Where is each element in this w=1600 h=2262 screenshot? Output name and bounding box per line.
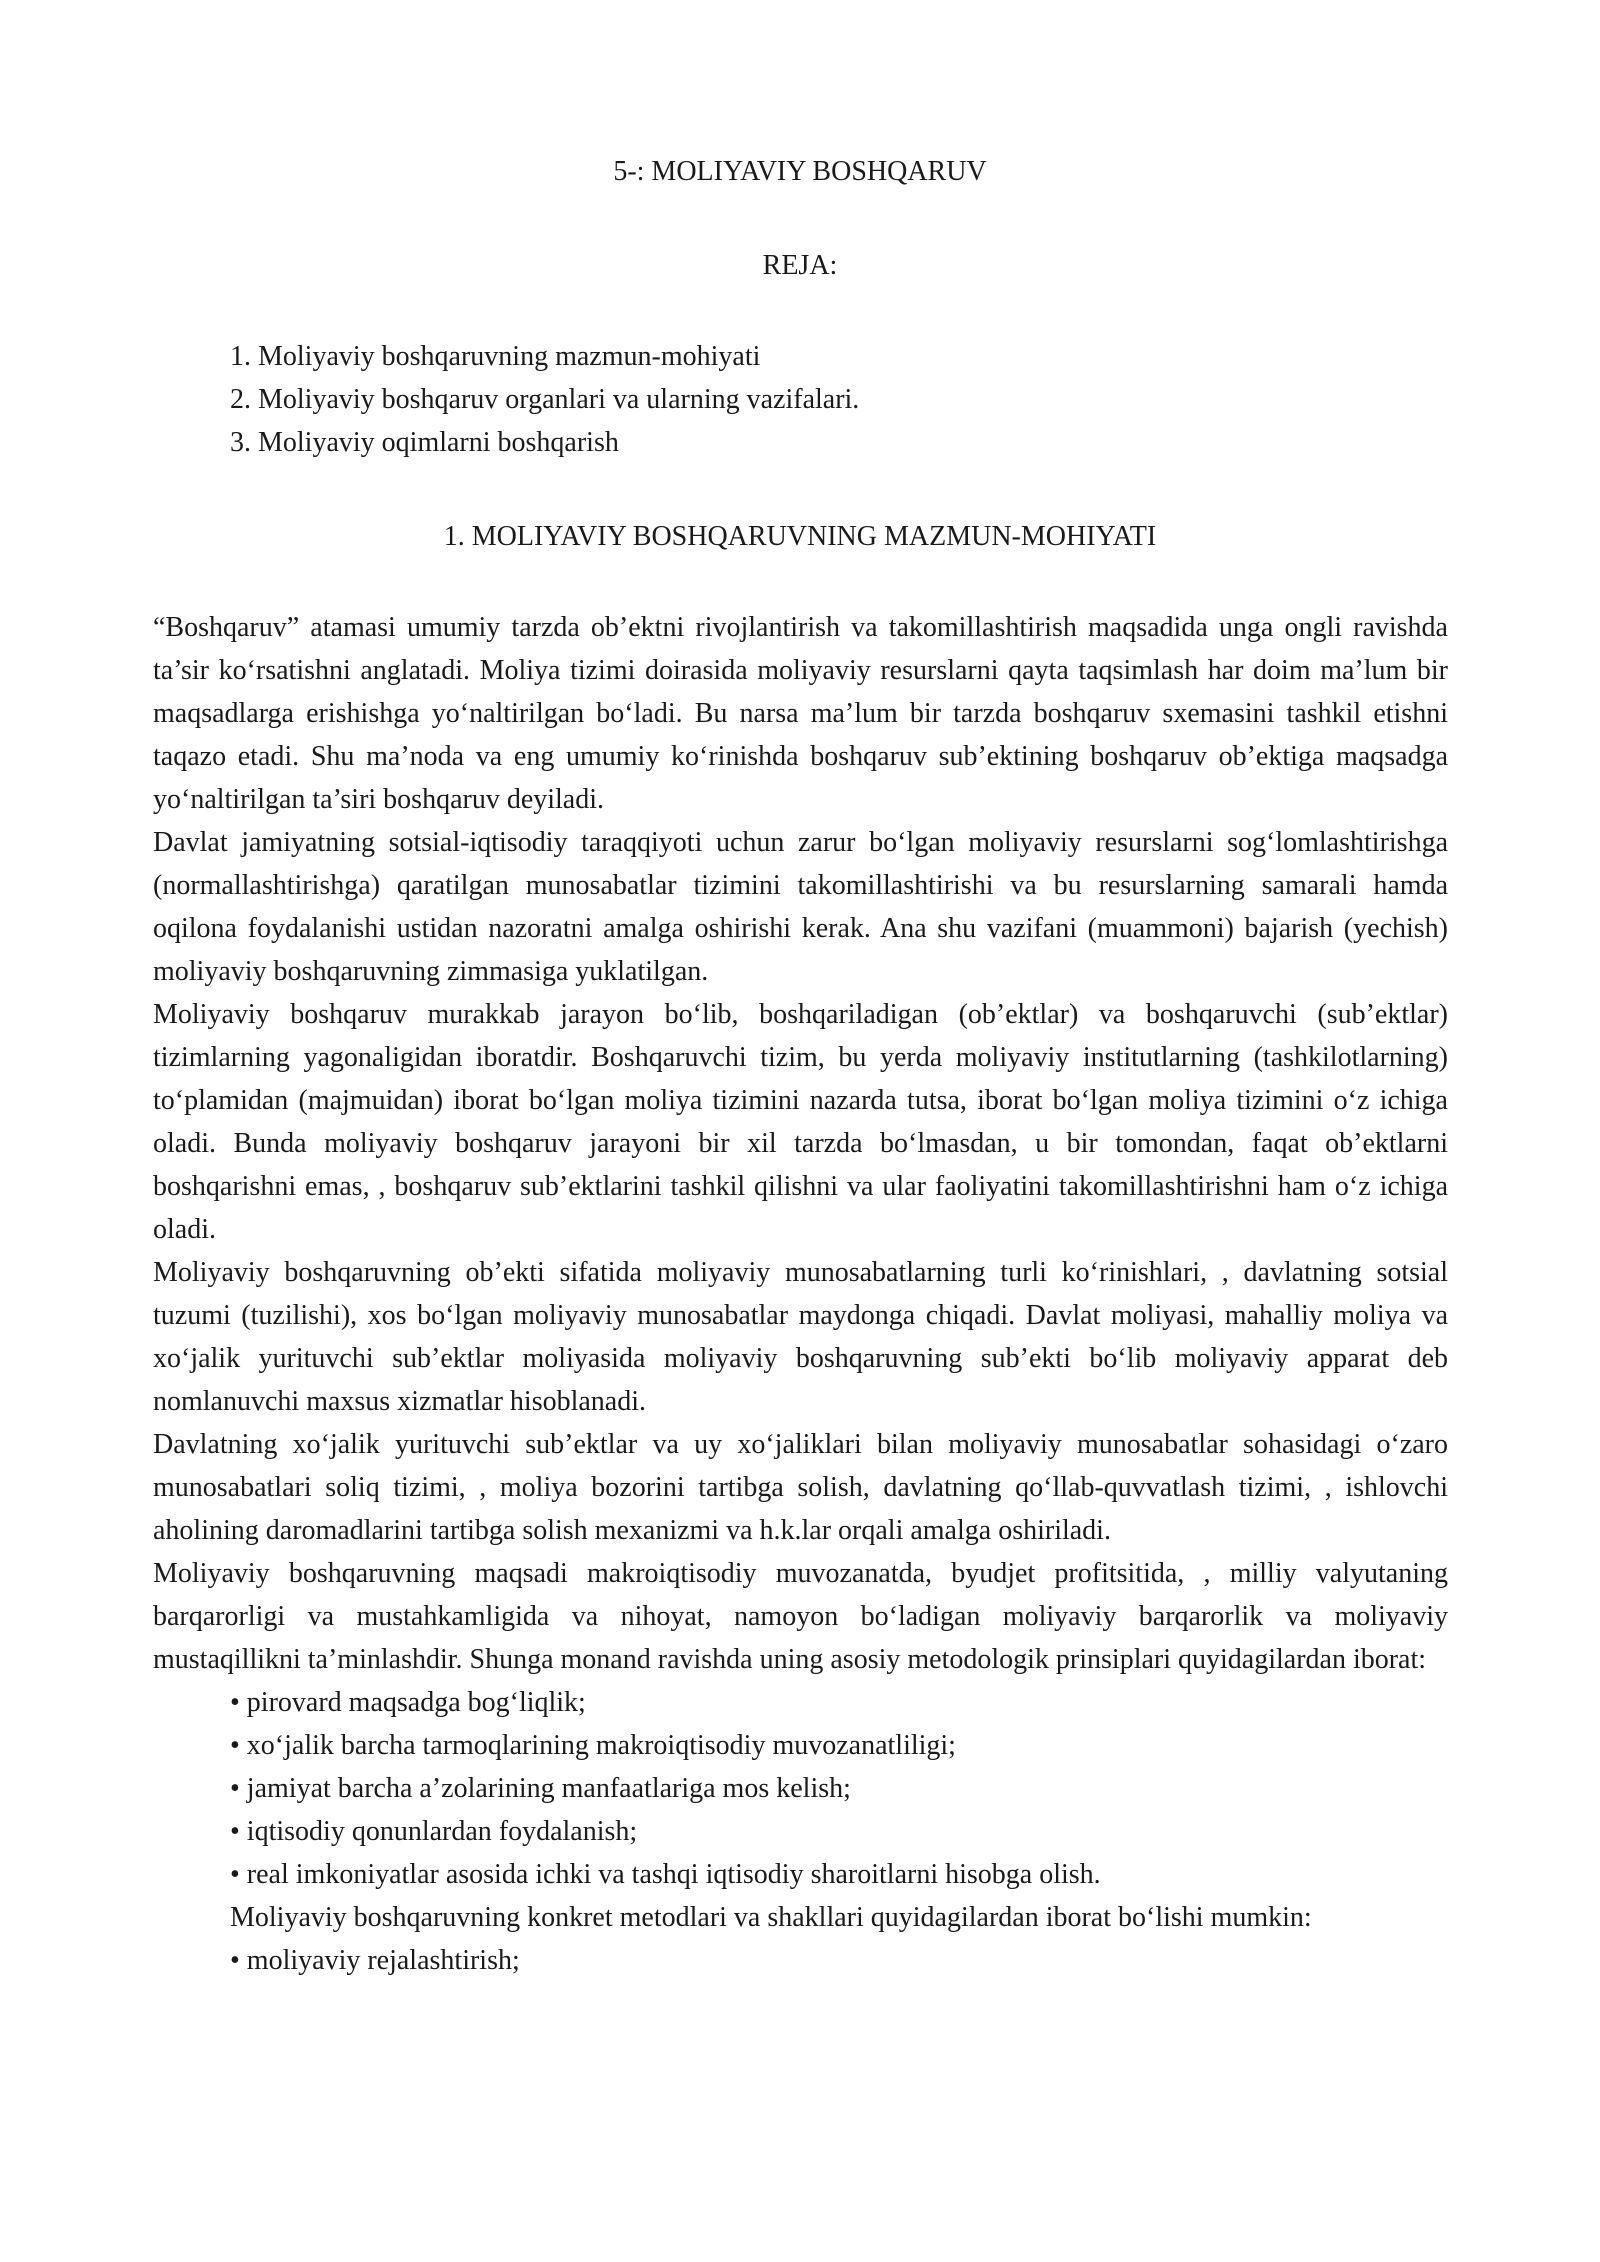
paragraph: Moliyaviy boshqaruvning maqsadi makroiqtisodiy muvozanatda, byudjet profitsitida, , milliy valyutaning barqarorligi va mustahkamligida va nihoyat, namoyon bo‘ladigan moliyaviy barqarorlik va moliyaviy mustaqillikni ta’minlashdir. Shunga monand ravishda uning asosiy metodologik prinsiplari quyidagilardan iborat: (153, 1558, 1448, 1675)
plan-item: 2. Moliyaviy boshqaruv organlari va ularning vazifalari. (230, 384, 860, 415)
paragraph: Moliyaviy boshqaruvning ob’ekti sifatida moliyaviy munosabatlarning turli ko‘rinishlari, , davlatning sotsial tuzumi (tuzilishi), xos bo‘lgan moliyaviy munosabatlar maydonga chiqadi. Davlat moliyasi, mahalliy moliya va xo‘jalik yurituvchi sub’ektlar moliyasida moliyaviy boshqaruvning sub’ekti bo‘lib moliyaviy apparat deb nomlanuvchi maxsus xizmatlar hisoblanadi. (153, 1257, 1448, 1417)
principle-item: • real imkoniyatlar asosida ichki va tashqi iqtisodiy sharoitlarni hisobga olish. (230, 1859, 1101, 1890)
principles-list (153, 1681, 1448, 1896)
principle-item: • xo‘jalik barcha tarmoqlarining makroiqtisodiy muvozanatliligi; (230, 1730, 956, 1761)
paragraph: Moliyaviy boshqaruv murakkab jarayon bo‘lib, boshqariladigan (ob’ektlar) va boshqaruvchi (sub’ektlar) tizimlarning yagonaligidan iboratdir. Boshqaruvchi tizim, bu yerda moliyaviy institutlarning (tashkilotlarning) to‘plamidan (majmuidan) iborat bo‘lgan moliya tizimini nazarda tutsa, iborat bo‘lgan moliya tizimini o‘z ichiga oladi. Bunda moliyaviy boshqaruv jarayoni bir xil tarzda bo‘lmasdan, u bir tomondan, faqat ob’ektlarni boshqarishni emas, , boshqaruv sub’ektlarini tashkil qilishni va ular faoliyatini takomillashtirishni ham o‘z ichiga oladi. (153, 999, 1448, 1245)
method-item: • moliyaviy rejalashtirish; (230, 1945, 520, 1976)
plan-list (230, 335, 859, 464)
principle-item: • iqtisodiy qonunlardan foydalanish; (230, 1816, 638, 1847)
paragraph: “Boshqaruv” atamasi umumiy tarzda ob’ektni rivojlantirish va takomillashtirish maqsadida unga ongli ravishda ta’sir ko‘rsatishni anglatadi. Moliya tizimi doirasida moliyaviy resurslarni qayta taqsimlash har doim ma’lum bir maqsadlarga erishishga yo‘naltirilgan bo‘ladi. Bu narsa ma’lum bir tarzda boshqaruv sxemasini tashkil etishni taqazo etadi. Shu ma’noda va eng umumiy ko‘rinishda boshqaruv sub’ektining boshqaruv ob’ektiga maqsadga yo‘naltirilgan ta’siri boshqaruv deyiladi. (153, 612, 1448, 815)
plan-heading: REJA: (762, 250, 838, 281)
paragraph: Davlatning xo‘jalik yurituvchi sub’ektlar va uy xo‘jaliklari bilan moliyaviy munosabatlar sohasidagi o‘zaro munosabatlari soliq tizimi, , moliya bozorini tartibga solish, davlatning qo‘llab-quvvatlash tizimi, , ishlovchi aholining daromadlarini tartibga solish mexanizmi va h.k.lar orqali amalga oshiriladi. (153, 1429, 1448, 1546)
section-heading: 1. MOLIYAVIY BOSHQARUVNING MAZMUN-MOHIYATI (443, 521, 1157, 552)
principle-item: • pirovard maqsadga bog‘liqlik; (230, 1687, 586, 1718)
methods-intro: Moliyaviy boshqaruvning konkret metodlari va shakllari quyidagilardan iborat bo‘lishi mumkin: (230, 1902, 1312, 1933)
methods-list (153, 1939, 1448, 1982)
paragraph: Davlat jamiyatning sotsial-iqtisodiy taraqqiyoti uchun zarur bo‘lgan moliyaviy resurslarni sog‘lomlashtirishga (normallashtirishga) qaratilgan munosabatlar tizimini takomillashtirishi va bu resurslarning samarali hamda oqilona foydalanishi ustidan nazoratni amalga oshirishi kerak. Ana shu vazifani (muammoni) bajarish (yechish) moliyaviy boshqaruvning zimmasiga yuklatilgan. (153, 827, 1448, 987)
document-body (153, 606, 1448, 1982)
principle-item: • jamiyat barcha a’zolarining manfaatlariga mos kelish; (230, 1773, 851, 1804)
document-title: 5-: MOLIYAVIY BOSHQARUV (613, 156, 987, 187)
plan-item: 1. Moliyaviy boshqaruvning mazmun-mohiyati (230, 341, 761, 372)
plan-item: 3. Moliyaviy oqimlarni boshqarish (230, 427, 619, 458)
